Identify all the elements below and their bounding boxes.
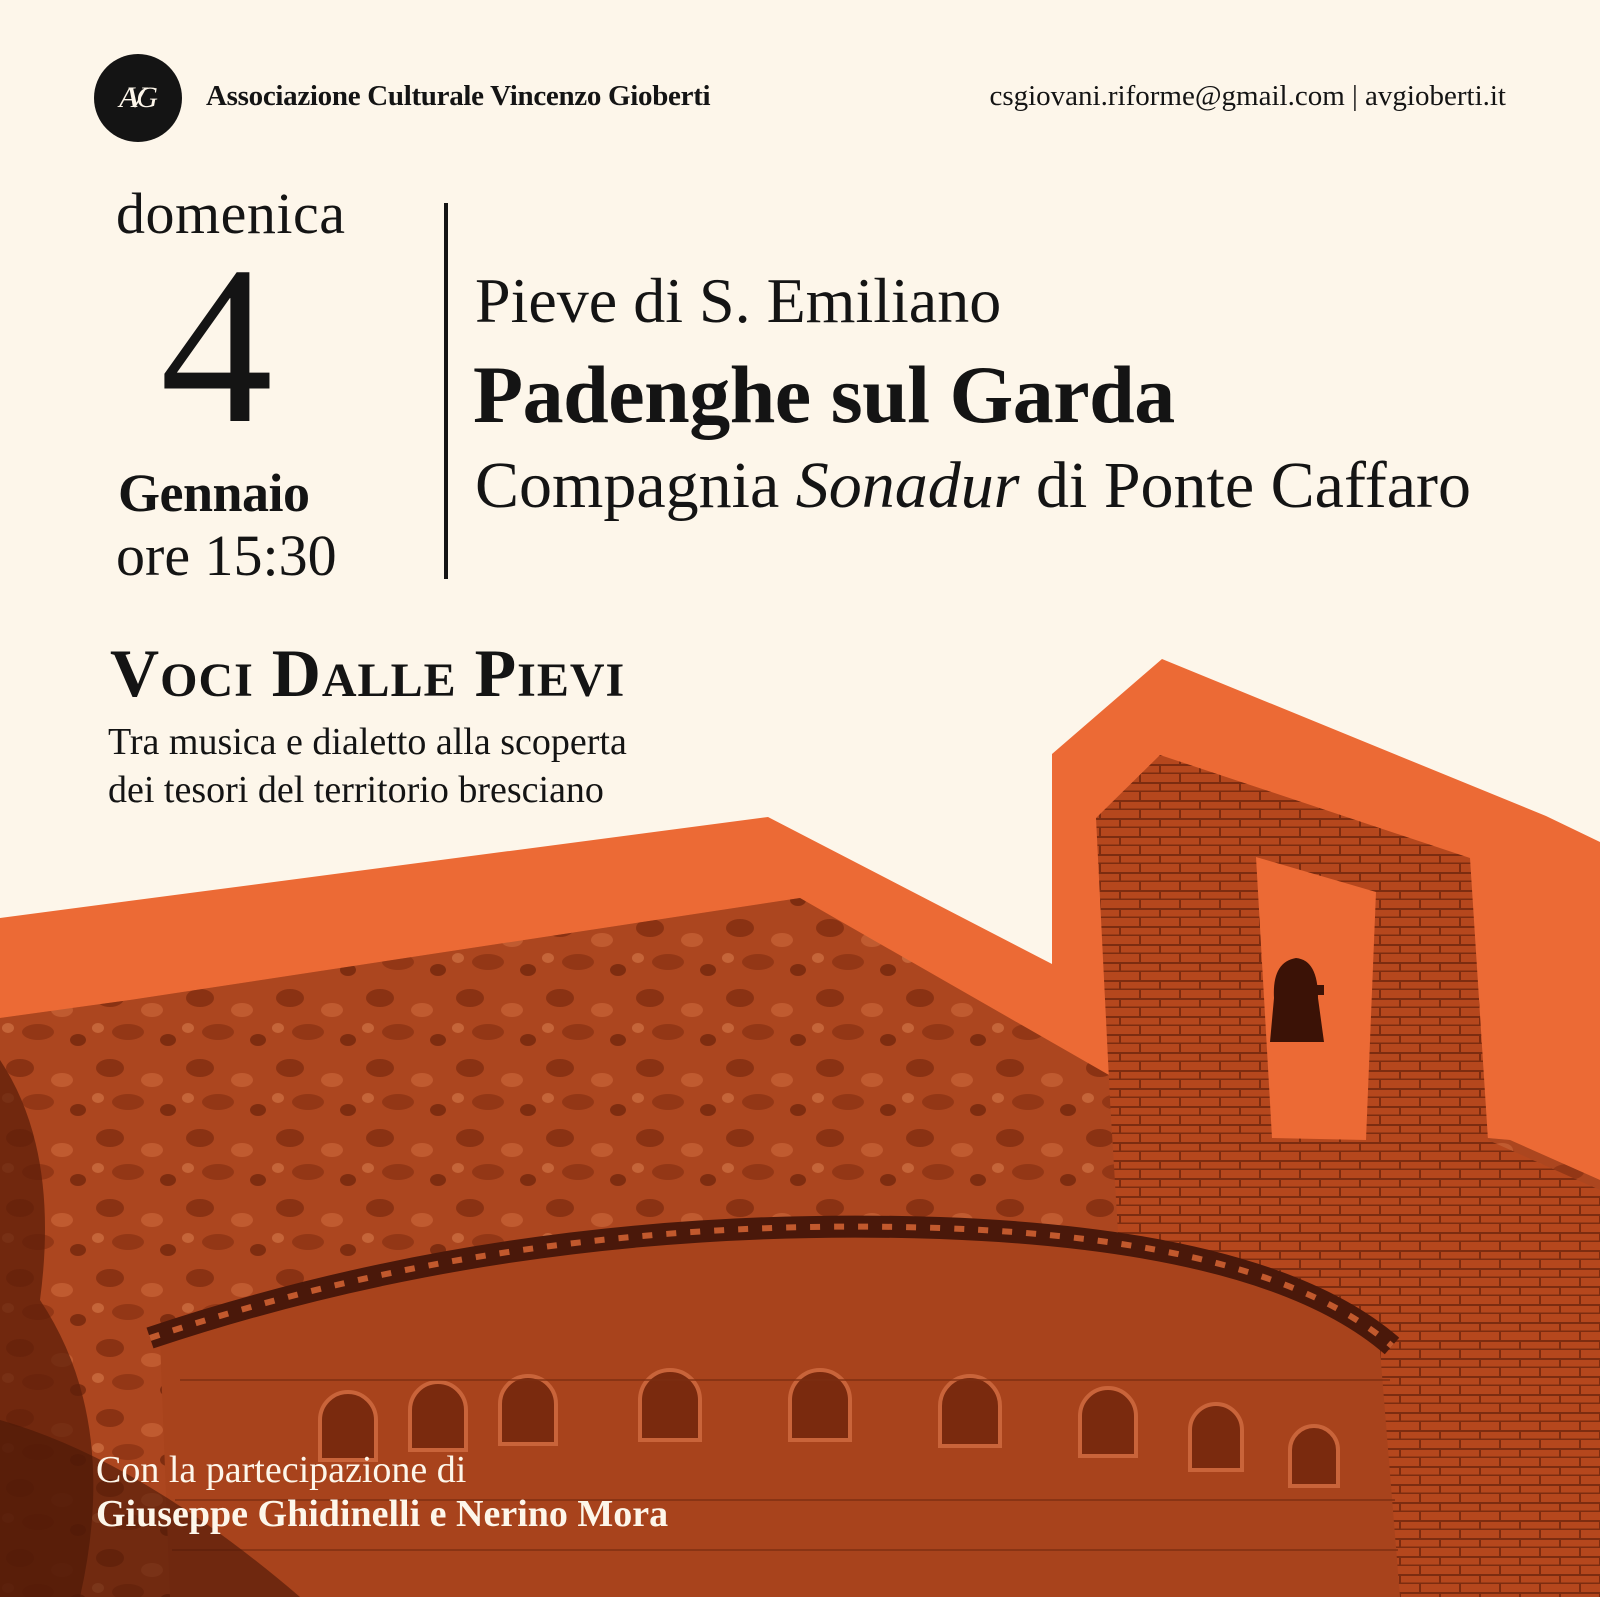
credits-names: Giuseppe Ghidinelli e Nerino Mora — [96, 1493, 669, 1535]
credits-intro: Con la partecipazione di — [96, 1449, 467, 1491]
vertical-divider — [444, 203, 448, 579]
event-title: Voci Dalle Pievi — [110, 635, 626, 711]
subtitle-line-2: dei tesori del territorio bresciano — [108, 769, 604, 811]
event-month: Gennaio — [118, 463, 310, 523]
ensemble-prefix: Compagnia — [475, 449, 796, 522]
ensemble-name-italic: Sonadur — [795, 449, 1020, 522]
association-logo — [94, 54, 182, 142]
ensemble-suffix: di Ponte Caffaro — [1019, 449, 1472, 522]
event-day-number: 4 — [160, 220, 273, 470]
event-weekday: domenica — [116, 181, 346, 246]
logo-monogram: AVG — [119, 81, 149, 114]
event-subtitle — [108, 718, 627, 814]
contact-info: csgiovani.riforme@gmail.com | avgioberti.it — [989, 80, 1506, 112]
subtitle-line-1: Tra musica e dialetto alla scoperta — [108, 721, 627, 763]
organization-name: Associazione Culturale Vincenzo Gioberti — [206, 80, 711, 112]
ensemble-name — [475, 448, 1471, 524]
event-time: ore 15:30 — [116, 523, 337, 588]
venue-church: Pieve di S. Emiliano — [475, 265, 1002, 336]
participants-credits — [96, 1448, 668, 1536]
venue-town: Padenghe sul Garda — [473, 349, 1175, 440]
